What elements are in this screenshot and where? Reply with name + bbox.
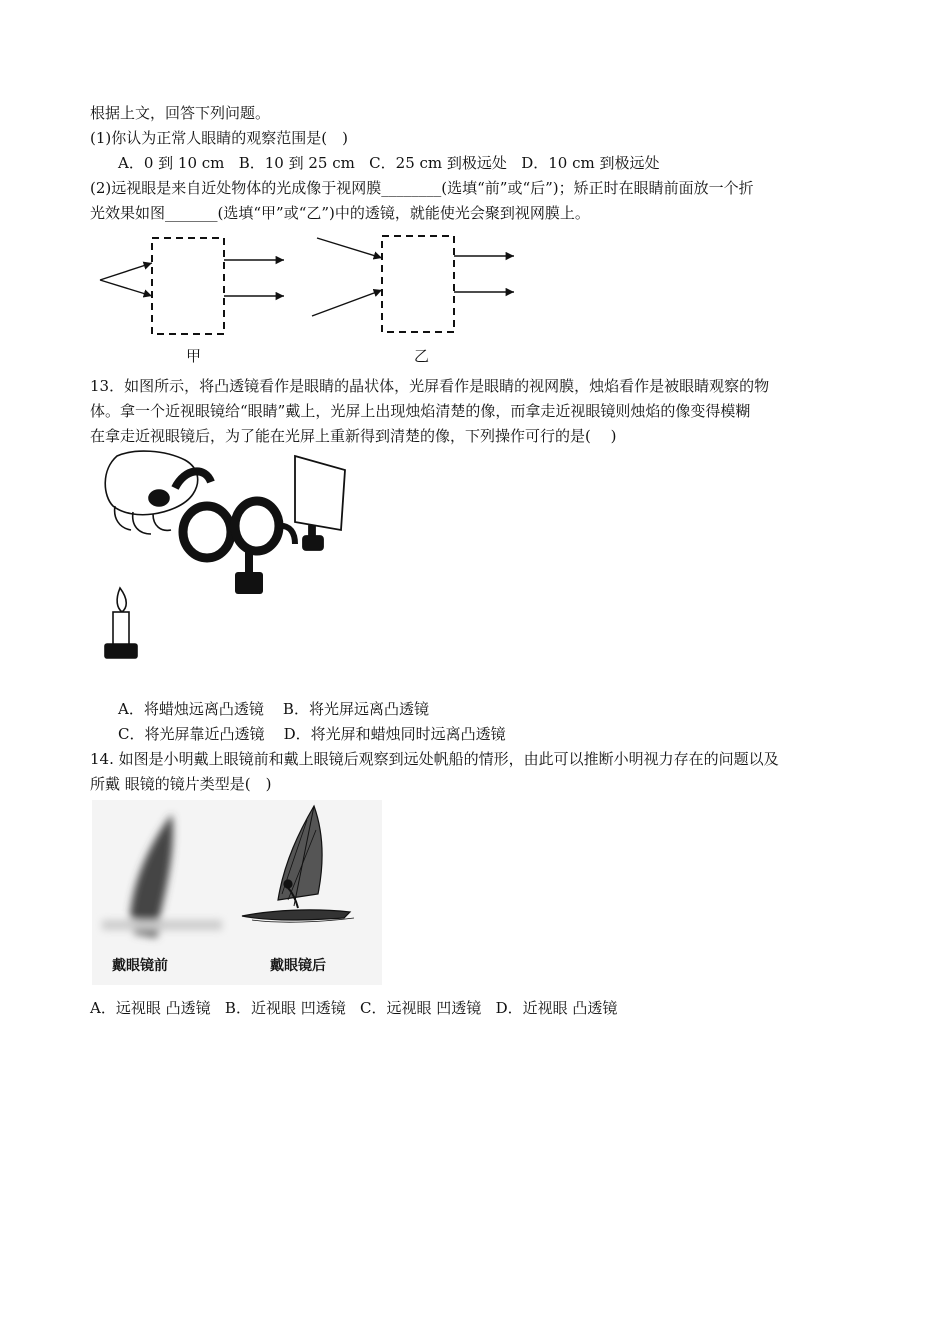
ray-in-upper-jia bbox=[100, 263, 152, 280]
lens-box-jia bbox=[152, 238, 224, 334]
q13-line-3: 在拿走近视眼镜后，为了能在光屏上重新得到清楚的像，下列操作可行的是( ) bbox=[90, 427, 617, 445]
q14-option-b: B．近视眼 凹透镜 bbox=[224, 999, 346, 1017]
light-screen bbox=[295, 456, 345, 550]
q14-option-c: C．远视眼 凹透镜 bbox=[360, 999, 482, 1017]
q13-options-row-2 bbox=[118, 724, 506, 744]
ray-in-lower-yi bbox=[312, 290, 382, 316]
q13-option-c: C．将光屏靠近凸透镜 bbox=[118, 725, 265, 743]
q13-option-d: D．将光屏和蜡烛同时远离凸透镜 bbox=[283, 725, 506, 743]
q14-line-2: 所戴 眼镜的镜片类型是( ) bbox=[90, 775, 272, 793]
q14-option-d: D．近视眼 凸透镜 bbox=[495, 999, 618, 1017]
q1-option-c: C．25 cm 到极远处 bbox=[369, 154, 507, 172]
q13-line-1: 13．如图所示，将凸透镜看作是眼睛的晶状体，光屏看作是眼睛的视网膜，烛焰看作是被眼睛观察的物 bbox=[90, 377, 770, 395]
q14-options bbox=[90, 998, 617, 1018]
q13-option-a: A．将蜡烛远离凸透镜 bbox=[118, 700, 264, 718]
q13-option-b: B．将光屏远离凸透镜 bbox=[282, 700, 429, 718]
ray-in-lower-jia bbox=[100, 280, 152, 296]
candle bbox=[105, 588, 137, 658]
figure-yi bbox=[312, 236, 514, 332]
q14-line-1: 14. 如图是小明戴上眼镜前和戴上眼镜后观察到远处帆船的情形，由此可以推断小明视力存在的问题以及 bbox=[90, 750, 779, 768]
ray-in-upper-yi bbox=[317, 238, 382, 258]
q13-options-row-1 bbox=[118, 699, 429, 719]
figure-jia bbox=[100, 238, 284, 334]
q14-option-a: A．远视眼 凸透镜 bbox=[90, 999, 211, 1017]
eye-model-illustration bbox=[95, 448, 355, 673]
q1-option-a: A．0 到 10 cm bbox=[118, 154, 225, 172]
figure-label-jia: 甲 bbox=[186, 347, 202, 365]
q2-line-1: (2)远视眼是来自近处物体的光成像于视网膜________(选填“前”或“后”)；矫正时在眼睛前面放一个折 bbox=[90, 179, 754, 197]
q1-stem: (1)你认为正常人眼睛的观察范围是( ) bbox=[90, 129, 348, 147]
intro-text: 根据上文，回答下列问题。 bbox=[90, 104, 271, 122]
convex-lens-stand bbox=[235, 552, 263, 594]
lens-box-yi bbox=[382, 236, 454, 332]
figure-label-yi: 乙 bbox=[414, 347, 430, 365]
figure-label-before-glasses: 戴眼镜前 bbox=[112, 958, 168, 974]
q1-options bbox=[118, 153, 660, 173]
q1-option-d: D．10 cm 到极远处 bbox=[521, 154, 660, 172]
q1-option-b: B．10 到 25 cm bbox=[238, 154, 355, 172]
q13-line-2: 体。拿一个近视眼镜给“眼睛”戴上，光屏上出现烛焰清楚的像，而拿走近视眼镜则烛焰的像变得模糊 bbox=[90, 402, 751, 420]
lens-diagram bbox=[92, 228, 532, 368]
q2-line-2: 光效果如图_______(选填“甲”或“乙”)中的透镜，就能使光会聚到视网膜上。 bbox=[90, 204, 590, 222]
figure-label-after-glasses: 戴眼镜后 bbox=[270, 958, 326, 974]
